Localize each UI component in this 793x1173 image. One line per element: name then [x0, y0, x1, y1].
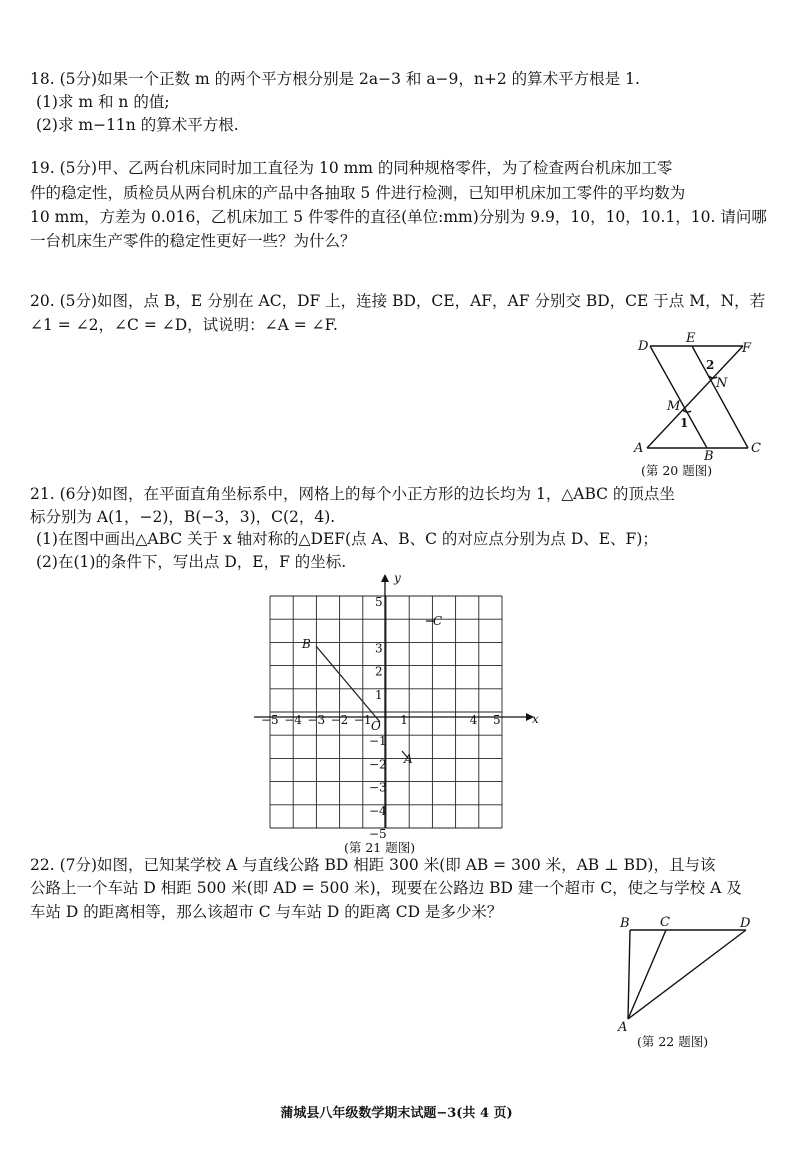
y-axis-arrow — [381, 574, 389, 582]
x-tick-label: −4 — [284, 713, 302, 727]
label-f: F — [742, 341, 752, 356]
x-tick-label: −2 — [330, 713, 349, 727]
q20-line-2: ∠1 = ∠2，∠C = ∠D，试说明：∠A = ∠F. — [30, 316, 338, 334]
label-a: A — [618, 1020, 628, 1035]
q21-line-1: 21. (6分)如图，在平面直角坐标系中，网格上的每个小正方形的边长均为 1，△ABC 的顶点坐 — [30, 485, 675, 503]
segment-ab — [628, 930, 630, 1019]
x-tick-label: −1 — [353, 713, 372, 727]
x-axis-label: x — [532, 712, 539, 726]
point-b-label: B — [302, 637, 311, 651]
x-tick-label: −5 — [261, 713, 279, 727]
q21-figure-caption: (第 21 题图) — [344, 840, 416, 855]
q21-part-2: (2)在(1)的条件下，写出点 D，E，F 的坐标. — [36, 553, 347, 571]
label-m: M — [667, 399, 681, 414]
x-tick-label: 4 — [469, 713, 478, 727]
segment-db — [650, 346, 707, 448]
q20-figure-caption: (第 20 题图) — [641, 463, 713, 478]
q22-figure — [612, 915, 762, 1035]
label-d: D — [740, 916, 751, 931]
origin-label: O — [371, 719, 381, 733]
q19-line-2: 件的稳定性，质检员从两台机床的产品中各抽取 5 件进行检测，已知甲机床加工零件的平均数为 — [30, 184, 686, 202]
q19-line-3: 10 mm，方差为 0.016，乙机床加工 5 件零件的直径(单位:mm)分别为 9.9，10，10，10.1，10. 请问哪 — [30, 208, 767, 226]
label-n: N — [716, 376, 728, 391]
y-tick-label: −5 — [369, 827, 387, 840]
segment-ad — [628, 930, 746, 1019]
x-tick-label: 1 — [400, 713, 408, 727]
y-tick-label: −4 — [369, 803, 387, 818]
point-c-label: C — [433, 614, 443, 628]
q18-part-1: (1)求 m 和 n 的值; — [36, 93, 170, 111]
segment-ba — [316, 646, 380, 722]
label-a: A — [634, 441, 644, 456]
label-b: B — [620, 916, 630, 931]
q22-figure-caption: (第 22 题图) — [637, 1034, 709, 1049]
segment-af — [647, 346, 743, 448]
q18-line-1: 18. (5分)如果一个正数 m 的两个平方根分别是 2a−3 和 a−9，n+2 的算术平方根是 1. — [30, 70, 640, 88]
y-tick-label: 2 — [375, 664, 383, 679]
segment-ec — [692, 346, 748, 448]
x-tick-label: −3 — [307, 713, 326, 727]
y-tick-label: 3 — [375, 641, 383, 656]
y-tick-label: −3 — [369, 780, 387, 795]
q22-line-1: 22. (7分)如图，已知某学校 A 与直线公路 BD 相距 300 米(即 AB = 300 米，AB ⊥ BD)，且与该 — [30, 856, 716, 874]
q22-line-2: 公路上一个车站 D 相距 500 米(即 AD = 500 米)，现要在公路边 BD 建一个超市 C，使之与学校 A 及 — [30, 879, 742, 897]
q21-part-1: (1)在图中画出△ABC 关于 x 轴对称的△DEF(点 A、B、C 的对应点分别为点 D、E、F)； — [36, 530, 658, 548]
segment-ac — [628, 930, 666, 1019]
q21-line-2: 标分别为 A(1，−2)，B(−3，3)，C(2，4). — [30, 508, 336, 526]
angle-2-label: 2 — [706, 358, 715, 372]
point-a-label: A — [404, 752, 413, 766]
angle-1-label: 1 — [680, 416, 689, 430]
q19-line-1: 19. (5分)甲、乙两台机床同时加工直径为 10 mm 的同种规格零件，为了检查两台机床加工零 — [30, 159, 673, 177]
q22-line-3: 车站 D 的距离相等，那么该超市 C 与车站 D 的距离 CD 是多少米？ — [30, 903, 503, 921]
label-c: C — [751, 441, 761, 456]
q21-coordinate-grid — [240, 570, 550, 840]
y-tick-label: −1 — [369, 734, 387, 749]
label-e: E — [686, 331, 696, 346]
y-tick-label: 5 — [375, 595, 383, 609]
q20-line-1: 20. (5分)如图，点 B，E 分别在 AC，DF 上，连接 BD，CE，AF，AF 分别交 BD，CE 于点 M，N，若 — [30, 292, 766, 310]
q20-figure — [620, 330, 770, 460]
label-b: B — [704, 449, 714, 460]
page-footer: 蒲城县八年级数学期末试题−3(共 4 页) — [280, 1106, 513, 1121]
y-axis-label: y — [394, 571, 401, 585]
q18-part-2: (2)求 m−11n 的算术平方根. — [36, 116, 239, 134]
y-tick-label: 1 — [375, 687, 383, 702]
label-c: C — [660, 915, 670, 930]
label-d: D — [638, 339, 649, 354]
y-tick-label: −2 — [369, 757, 387, 772]
x-tick-label: 5 — [493, 713, 501, 727]
q19-line-4: 一台机床生产零件的稳定性更好一些？为什么？ — [30, 232, 356, 250]
